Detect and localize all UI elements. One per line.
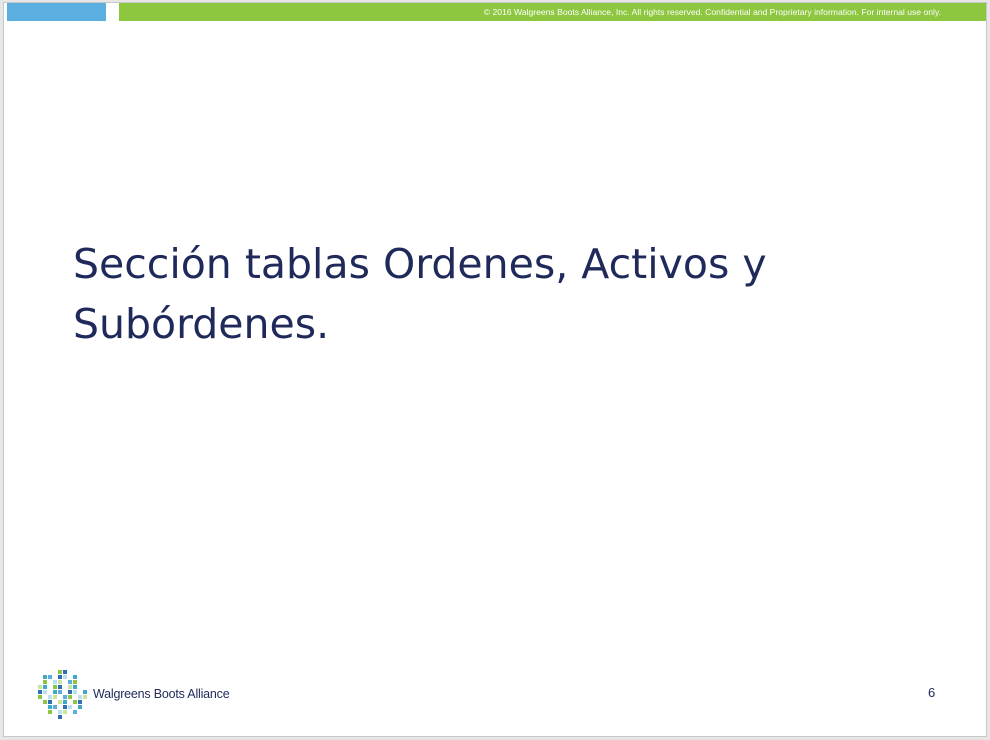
header-accent-bar-green [119, 3, 987, 21]
logo-text: Walgreens Boots Alliance [93, 687, 230, 701]
slide-title-line-1: Sección tablas Ordenes, Activos y [73, 240, 767, 288]
walgreens-boots-alliance-globe-icon [37, 669, 87, 719]
copyright-notice: © 2016 Walgreens Boots Alliance, Inc. All rights reserved. Confidential and Proprietary information. For internal use only. [483, 7, 941, 17]
slide-title [73, 234, 833, 354]
header-accent-bar-blue [7, 3, 106, 21]
slide-title-line-2: Subórdenes. [73, 300, 330, 348]
slide [3, 2, 987, 737]
page-number: 6 [928, 685, 936, 700]
company-logo [37, 669, 229, 719]
